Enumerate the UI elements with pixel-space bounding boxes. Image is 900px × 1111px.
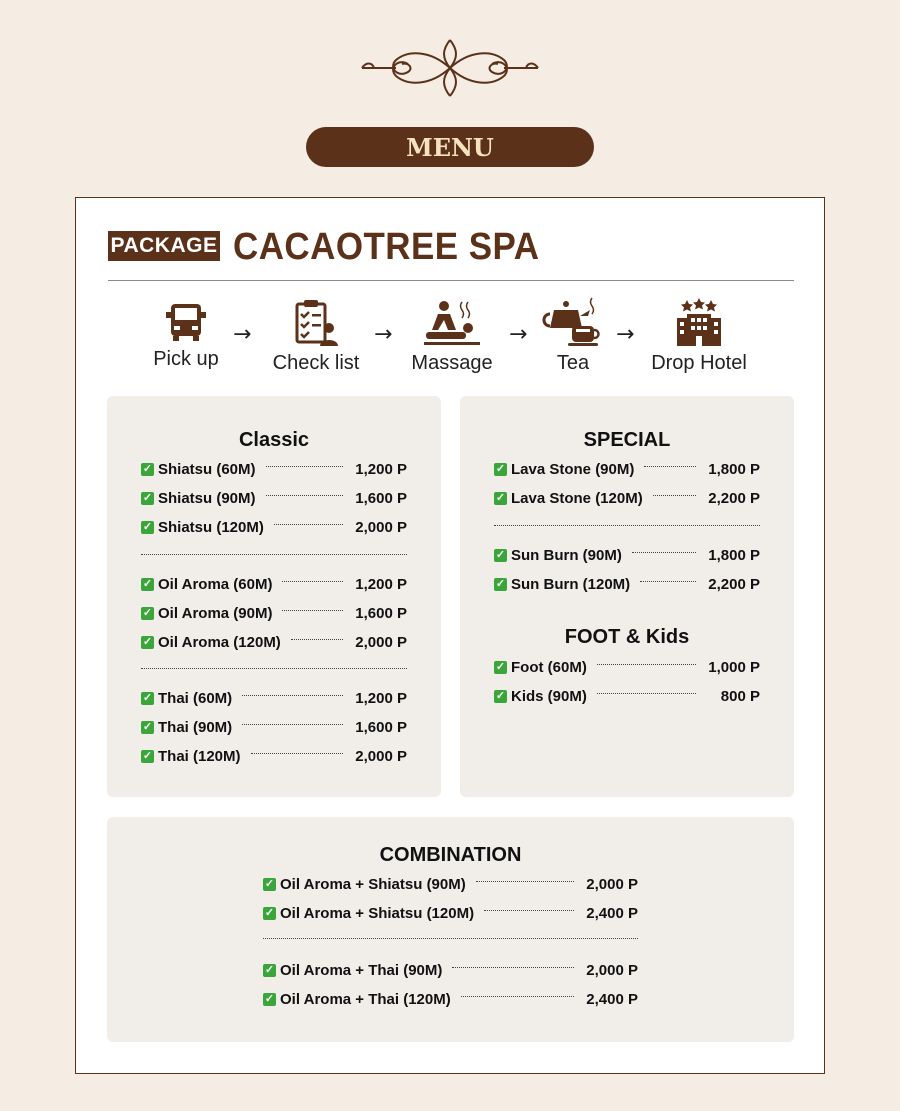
menu-item-price: 2,000 P [586,961,638,979]
menu-item-row [263,960,638,980]
menu-item-name: Shiatsu (120M) [158,518,264,536]
step-drop-hotel [639,298,759,375]
checkmark-icon: ✓ [495,548,506,561]
checkmark-icon: ✓ [142,720,153,733]
menu-item-row [494,545,760,565]
menu-item-name: Sun Burn (90M) [511,546,622,564]
menu-item-name: Oil Aroma (90M) [158,604,273,622]
dotted-leader [484,910,574,911]
foot-kids-title: FOOT & Kids [564,626,690,648]
dotted-leader [266,466,343,467]
menu-item-row [141,746,407,766]
menu-item-name: Foot (60M) [511,658,587,676]
menu-item-price: 2,400 P [586,990,638,1008]
menu-item-price: 2,000 P [355,633,407,651]
teapot-icon [542,296,604,348]
classic-title: Classic [238,429,310,451]
menu-item-name: Oil Aroma (120M) [158,633,281,651]
massage-icon [422,298,482,348]
menu-item-row [263,874,638,894]
menu-item-name: Oil Aroma + Thai (120M) [280,990,451,1008]
menu-item-price: 1,200 P [355,575,407,593]
menu-item-name: Sun Burn (120M) [511,575,631,593]
step-tea [513,296,633,375]
menu-item-price: 2,400 P [586,904,638,922]
menu-item-price: 1,600 P [355,489,407,507]
menu-item-name: Thai (60M) [158,689,233,707]
checkmark-icon: ✓ [142,749,153,762]
dotted-leader [266,495,343,496]
step-label: Drop Hotel [651,352,747,374]
step-label: Pick up [153,348,219,370]
hotel-icon [673,298,725,348]
step-label: Tea [556,352,590,374]
classic-panel [107,396,441,797]
title-divider [108,280,794,281]
menu-item-price: 1,200 P [355,460,407,478]
checkmark-icon: ✓ [495,689,506,702]
dotted-separator [141,554,407,555]
menu-item-row [141,517,407,537]
menu-item-row [263,989,638,1009]
menu-item-name: Oil Aroma (60M) [158,575,273,593]
checkmark-icon: ✓ [495,577,506,590]
dotted-leader [291,639,343,640]
menu-item-row [494,657,760,677]
menu-item-price: 1,000 P [708,658,760,676]
menu-item-row [494,574,760,594]
menu-item-price: 1,600 P [355,604,407,622]
dotted-leader [251,753,343,754]
checkmark-icon: ✓ [142,606,153,619]
menu-item-row [494,459,760,479]
checkmark-icon: ✓ [142,462,153,475]
menu-item-row [141,488,407,508]
dotted-leader [282,581,343,582]
checkmark-icon: ✓ [495,660,506,673]
menu-item-row [494,686,760,706]
step-label: Check list [272,352,360,374]
checkmark-icon: ✓ [264,877,275,890]
checkmark-icon: ✓ [142,577,153,590]
checklist-icon [291,298,341,348]
spa-title: CACAOTREE SPA [233,226,540,268]
dotted-leader [644,466,696,467]
dotted-leader [242,695,343,696]
menu-item-name: Shiatsu (60M) [158,460,256,478]
menu-item-price: 1,600 P [355,718,407,736]
dotted-leader [452,967,574,968]
menu-item-price: 1,800 P [708,546,760,564]
menu-item-row [141,717,407,737]
menu-item-row [494,488,760,508]
menu-item-row [141,632,407,652]
combination-panel [107,817,794,1042]
menu-item-name: Lava Stone (120M) [511,489,643,507]
menu-item-price: 2,200 P [708,489,760,507]
menu-card [75,197,825,1074]
special-title: SPECIAL [583,429,671,451]
dotted-separator [494,525,760,526]
menu-item-name: Kids (90M) [511,687,587,705]
dotted-separator [263,938,638,939]
checkmark-icon: ✓ [495,491,506,504]
arrow-icon: → [374,322,393,347]
checkmark-icon: ✓ [264,906,275,919]
arrow-icon: → [616,322,635,347]
menu-item-row [141,688,407,708]
checkmark-icon: ✓ [264,963,275,976]
dotted-leader [597,664,696,665]
checkmark-icon: ✓ [142,691,153,704]
menu-item-price: 1,800 P [708,460,760,478]
menu-item-name: Oil Aroma + Shiatsu (90M) [280,875,466,893]
van-icon [163,298,209,344]
menu-item-price: 1,200 P [355,689,407,707]
combination-title: COMBINATION [379,844,522,866]
dotted-leader [242,724,343,725]
menu-item-row [263,903,638,923]
dotted-leader [640,581,696,582]
menu-item-name: Lava Stone (90M) [511,460,635,478]
menu-item-row [141,459,407,479]
checkmark-icon: ✓ [142,635,153,648]
menu-item-price: 2,200 P [708,575,760,593]
checkmark-icon: ✓ [495,462,506,475]
dotted-leader [461,996,574,997]
menu-item-price: 800 P [720,687,760,705]
dotted-leader [282,610,343,611]
checkmark-icon: ✓ [142,491,153,504]
menu-item-name: Shiatsu (90M) [158,489,256,507]
arrow-icon: → [509,322,528,347]
dotted-leader [476,881,574,882]
special-panel [460,396,794,797]
checkmark-icon: ✓ [264,992,275,1005]
menu-item-name: Thai (120M) [158,747,241,765]
ornament-flourish-icon [350,36,550,100]
menu-label: MENU [406,132,494,162]
menu-item-price: 2,000 P [586,875,638,893]
dotted-leader [653,495,696,496]
menu-item-price: 2,000 P [355,747,407,765]
step-label: Massage [411,352,493,374]
menu-banner [306,127,594,167]
dotted-leader [632,552,696,553]
step-pickup [126,298,246,371]
package-tag: PACKAGE [108,231,220,261]
checkmark-icon: ✓ [142,520,153,533]
menu-item-name: Oil Aroma + Thai (90M) [280,961,443,979]
menu-item-row [141,603,407,623]
dotted-leader [274,524,343,525]
dotted-leader [597,693,696,694]
menu-item-price: 2,000 P [355,518,407,536]
step-checklist [256,298,376,375]
menu-item-name: Oil Aroma + Shiatsu (120M) [280,904,475,922]
menu-item-row [141,574,407,594]
dotted-separator [141,668,407,669]
arrow-icon: → [233,322,252,347]
step-massage [392,298,512,375]
menu-item-name: Thai (90M) [158,718,233,736]
